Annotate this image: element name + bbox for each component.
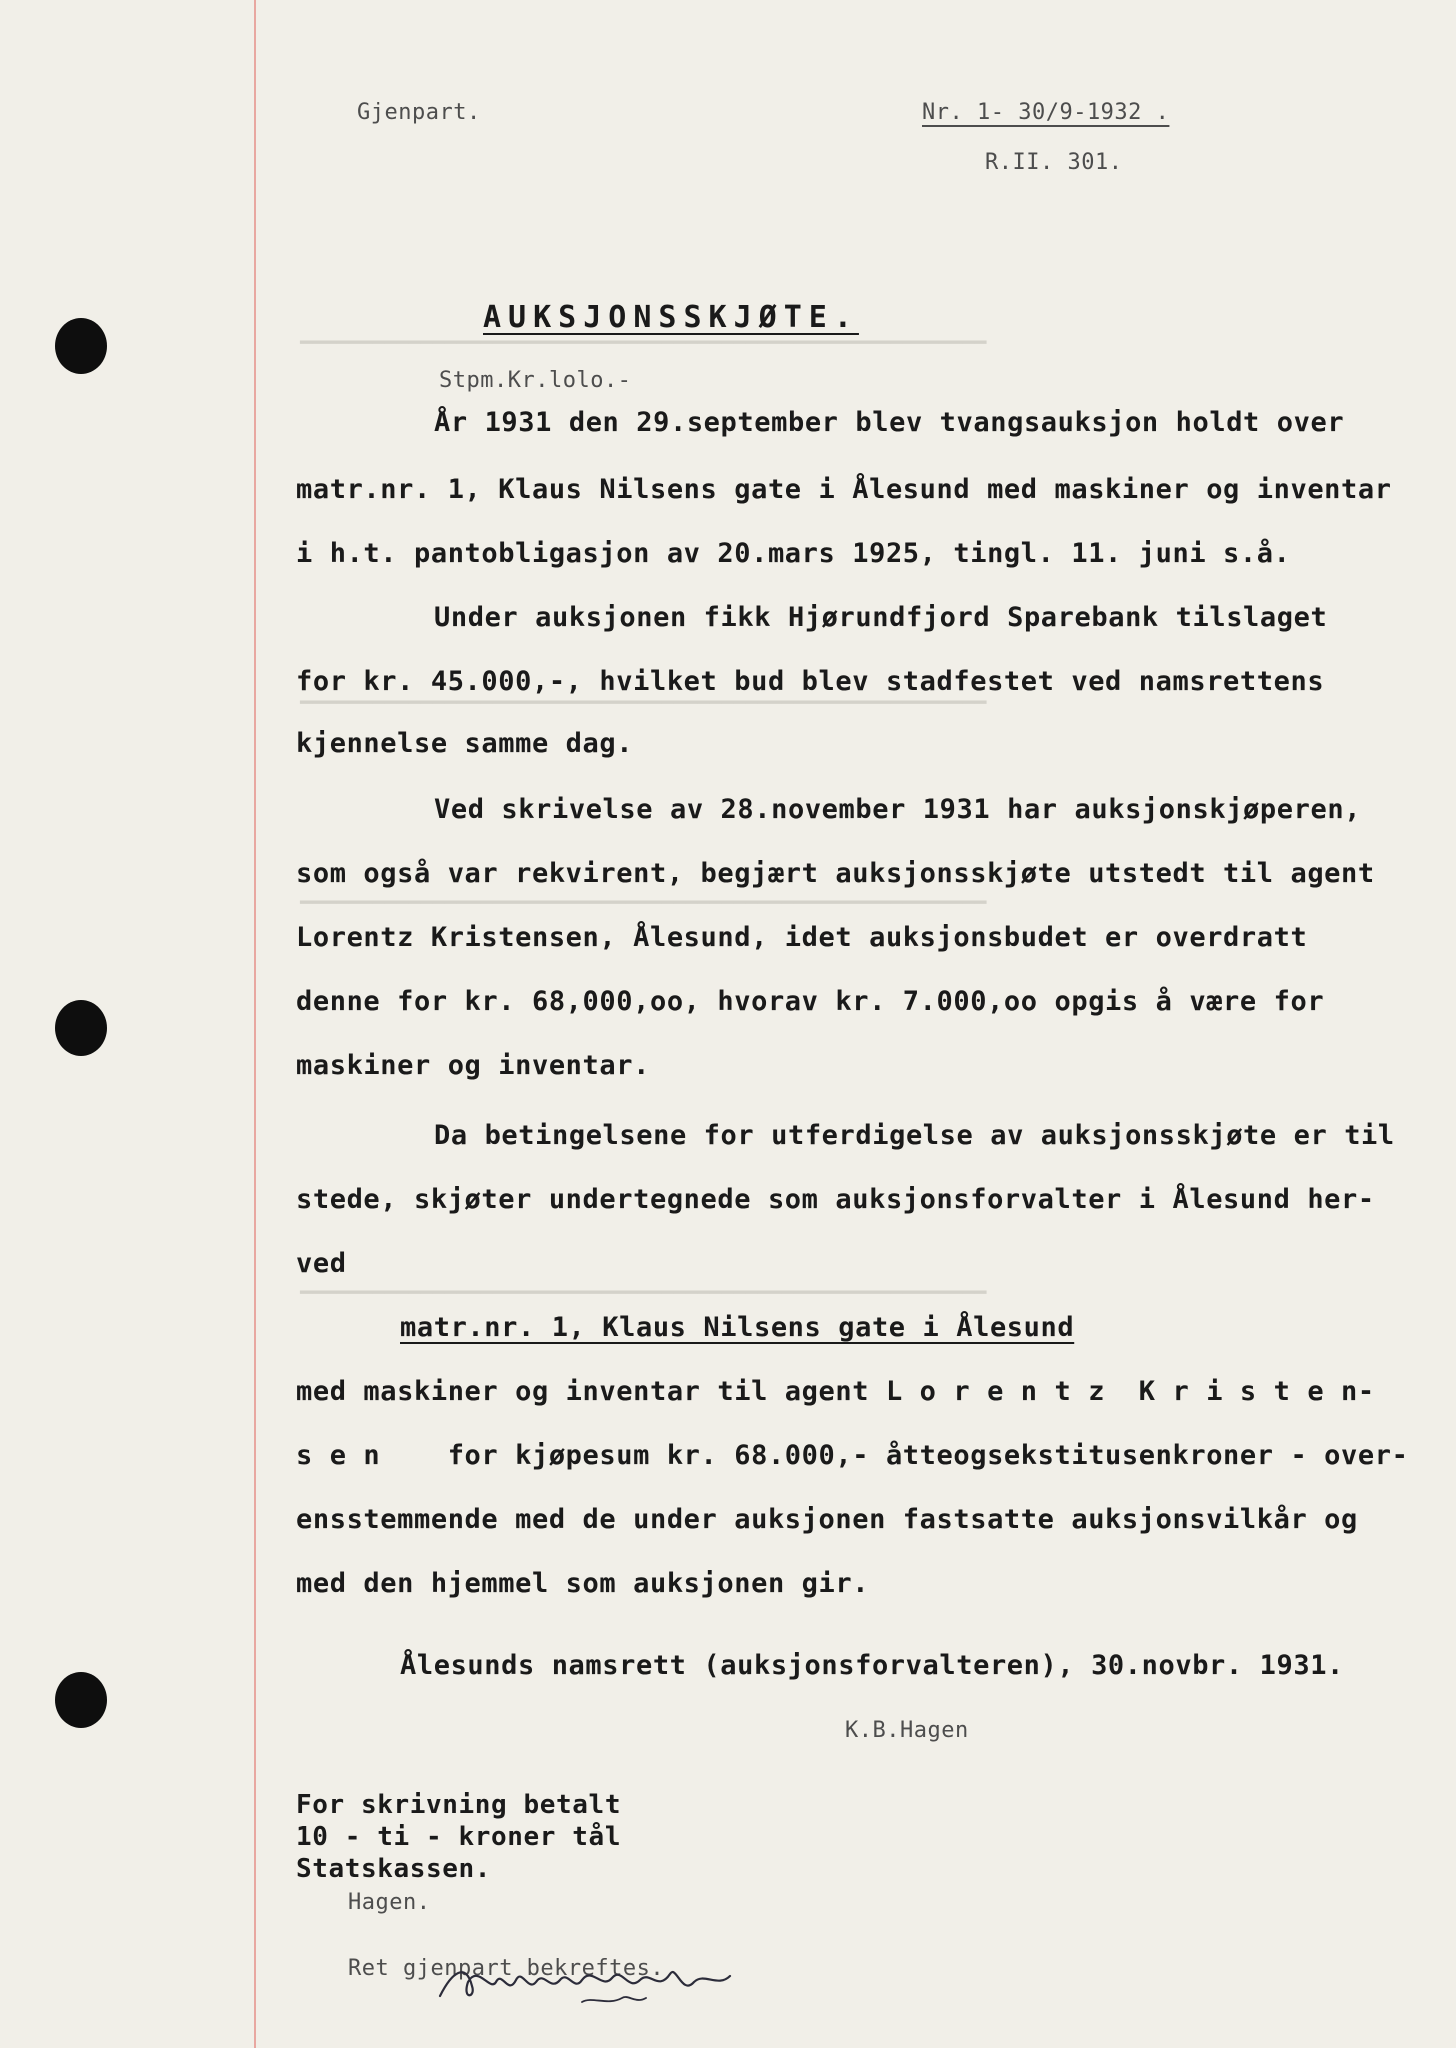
copy-label: Gjenpart. (357, 100, 481, 125)
register-ref: R.II. 301. (985, 150, 1123, 175)
body-line: ensstemmende med de under auksjonen fastsatte auksjonsvilkår og (296, 1504, 1358, 1535)
body-line: med maskiner og inventar til agent L o r e n t z K r i s t e n- (296, 1376, 1375, 1407)
fee-note-line: Statskassen. (296, 1854, 492, 1884)
document-title: AUKSJONSSKJØTE. (483, 300, 859, 335)
stamp-note: Stpm.Kr.lolo.- (439, 368, 632, 393)
signer-name: K.B.Hagen (845, 1718, 969, 1743)
body-line: stede, skjøter undertegnede som auksjonsforvalter i Ålesund her- (296, 1184, 1375, 1215)
body-line: som også var rekvirent, begjært auksjonsskjøte utstedt til agent (296, 858, 1375, 889)
body-line: for kr. 45.000,-, hvilket bud blev stadfestet ved namsrettens (296, 666, 1325, 697)
body-line: ved (296, 1248, 347, 1279)
body-line: matr.nr. 1, Klaus Nilsens gate i Ålesund med maskiner og inventar (296, 474, 1392, 505)
fee-note-line: 10 - ti - kroner tål (296, 1822, 622, 1852)
fee-signer: Hagen. (348, 1890, 431, 1915)
body-line: maskiner og inventar. (296, 1050, 650, 1081)
place-date-line: Ålesunds namsrett (auksjonsforvalteren), 30.novbr. 1931. (400, 1650, 1344, 1681)
body-line: Da betingelsene for utferdigelse av auksjonsskjøte er til (434, 1120, 1395, 1151)
bleed-through-text: ━━━━━━━━━━━━━━━━━━━━━━━━━━━━━━━━━━━━━━━━━━━━━━━━━━━━━━━━━ (300, 890, 987, 914)
body-line: i h.t. pantobligasjon av 20.mars 1925, tingl. 11. juni s.å. (296, 538, 1291, 569)
bleed-through-text: ━━━━━━━━━━━━━━━━━━━━━━━━━━━━━━━━━━━━━━━━━━━━━━━━━━━━━━━━━ (300, 330, 987, 354)
body-line: s e n for kjøpesum kr. 68.000,- åtteogsekstitusenkroner - over- (296, 1440, 1409, 1471)
bleed-through-text: ━━━━━━━━━━━━━━━━━━━━━━━━━━━━━━━━━━━━━━━━━━━━━━━━━━━━━━━━━ (300, 690, 987, 714)
handwritten-signature (432, 1952, 752, 2012)
body-line: Lorentz Kristensen, Ålesund, idet auksjonsbudet er overdratt (296, 922, 1308, 953)
body-line: med den hjemmel som auksjonen gir. (296, 1568, 870, 1599)
punch-hole-bottom (55, 1672, 107, 1728)
fee-note-line: For skrivning betalt (296, 1790, 622, 1820)
bleed-through-text: ━━━━━━━━━━━━━━━━━━━━━━━━━━━━━━━━━━━━━━━━━━━━━━━━━━━━━━━━━ (300, 1280, 987, 1304)
certification-text: Ret gjenpart bekreftes. (348, 1956, 665, 1981)
body-line: År 1931 den 29.september blev tvangsauksjon holdt over (434, 407, 1345, 438)
body-line: Under auksjonen fikk Hjørundfjord Sparebank tilslaget (434, 602, 1328, 633)
property-designation: matr.nr. 1, Klaus Nilsens gate i Ålesund (400, 1312, 1075, 1343)
case-number: Nr. 1- 30/9-1932 . (922, 100, 1170, 125)
punch-hole-top (55, 318, 107, 374)
punch-hole-middle (55, 1000, 107, 1056)
margin-rule (254, 0, 256, 2048)
body-line: denne for kr. 68,000,oo, hvorav kr. 7.000,oo opgis å være for (296, 986, 1325, 1017)
body-line: Ved skrivelse av 28.november 1931 har auksjonskjøperen, (434, 794, 1362, 825)
body-line: kjennelse samme dag. (296, 728, 634, 759)
